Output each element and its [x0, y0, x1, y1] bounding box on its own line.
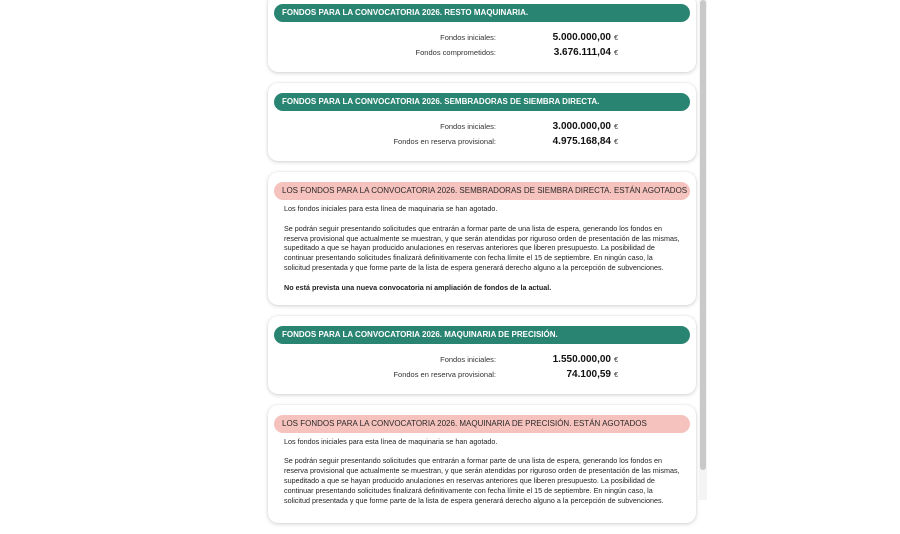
funds-card-sembradoras [268, 83, 696, 161]
notice-paragraph: Los fondos iniciales para esta línea de maquinaria se han agotado. [284, 436, 498, 446]
fund-row [274, 121, 690, 136]
fund-value: 5.000.000,00 [552, 32, 611, 43]
currency-symbol: € [614, 369, 619, 379]
funds-column [268, 0, 696, 534]
currency-symbol: € [614, 137, 619, 146]
notice-body [274, 433, 690, 506]
currency-symbol: € [614, 354, 619, 364]
currency-symbol: € [614, 48, 619, 57]
funds-card-precision [268, 316, 696, 394]
fund-row [274, 369, 690, 384]
fund-value: 3.676.111,04 [553, 47, 611, 58]
fund-label: Fondos iniciales: [440, 33, 496, 42]
fund-label: Fondos iniciales: [440, 122, 496, 131]
fund-row [274, 136, 690, 151]
exhausted-notice-sembradoras [268, 172, 696, 305]
fund-row [274, 47, 690, 62]
notice-paragraph: Los fondos iniciales para esta línea de maquinaria se han agotado. [284, 204, 498, 213]
fund-value: 4.975.168,84 [552, 136, 611, 147]
scrollbar-thumb[interactable] [700, 0, 706, 470]
notice-body [274, 200, 690, 293]
currency-symbol: € [614, 122, 619, 131]
currency-symbol: € [614, 33, 619, 42]
notice-paragraph: Se podrán seguir presentando solicitudes que entrarán a formar parte de una lista de espera, generando los fondos en reserva provisional que actualmente se muestran, y que serán atendidas por riguroso orden de presentación de las mismas, supeditado a que se hayan producido anulaciones en reservas anteriores que liberen presupuesto. La posibilidad de continuar presentando solicitudes finalizará definitivamente con fecha límite el 15 de septiembre. En ningún caso, la solicitud presentada y que forme parte de la lista de espera generará derecho alguno a la percepción de subvenciones. [284, 456, 680, 505]
funds-table [274, 32, 690, 64]
notice-title: LOS FONDOS PARA LA CONVOCATORIA 2026. MAQUINARIA DE PRECISIÓN. ESTÁN AGOTADOS [274, 415, 690, 433]
notice-highlight: No está prevista una nueva convocatoria ni ampliación de fondos de la actual. [284, 282, 552, 292]
fund-value: 1.550.000,00 [552, 353, 611, 365]
funds-card-resto-maquinaria [268, 0, 696, 72]
fund-label: Fondos en reserva provisional: [393, 369, 496, 379]
notice-paragraph: Se podrán seguir presentando solicitudes que entrarán a formar parte de una lista de espera, generando los fondos en reserva provisional que actualmente se muestran, y que serán atendidas por riguroso orden de presentación de las mismas, supeditado a que se hayan producido anulaciones en reservas anteriores que liberen presupuesto. La posibilidad de continuar presentando solicitudes finalizará definitivamente con fecha límite el 15 de septiembre. En ningún caso, la solicitud presentada y que forme parte de la lista de espera generará derecho alguno a la percepción de subvenciones. [284, 223, 680, 272]
card-title: FONDOS PARA LA CONVOCATORIA 2026. MAQUINARIA DE PRECISIÓN. [274, 326, 690, 344]
funds-table [274, 121, 690, 153]
fund-value: 74.100,59 [566, 368, 611, 380]
notice-title: LOS FONDOS PARA LA CONVOCATORIA 2026. SEMBRADORAS DE SIEMBRA DIRECTA. ESTÁN AGOTADOS [274, 182, 690, 200]
fund-value: 3.000.000,00 [552, 121, 611, 132]
card-title: FONDOS PARA LA CONVOCATORIA 2026. RESTO MAQUINARIA. [274, 4, 690, 22]
fund-label: Fondos en reserva provisional: [393, 137, 496, 146]
card-title: FONDOS PARA LA CONVOCATORIA 2026. SEMBRADORAS DE SIEMBRA DIRECTA. [274, 93, 690, 111]
fund-label: Fondos iniciales: [440, 354, 496, 364]
fund-row [274, 354, 690, 369]
funds-table [274, 354, 690, 386]
fund-label: Fondos comprometidos: [415, 48, 496, 57]
exhausted-notice-precision [268, 405, 696, 524]
fund-row [274, 32, 690, 47]
